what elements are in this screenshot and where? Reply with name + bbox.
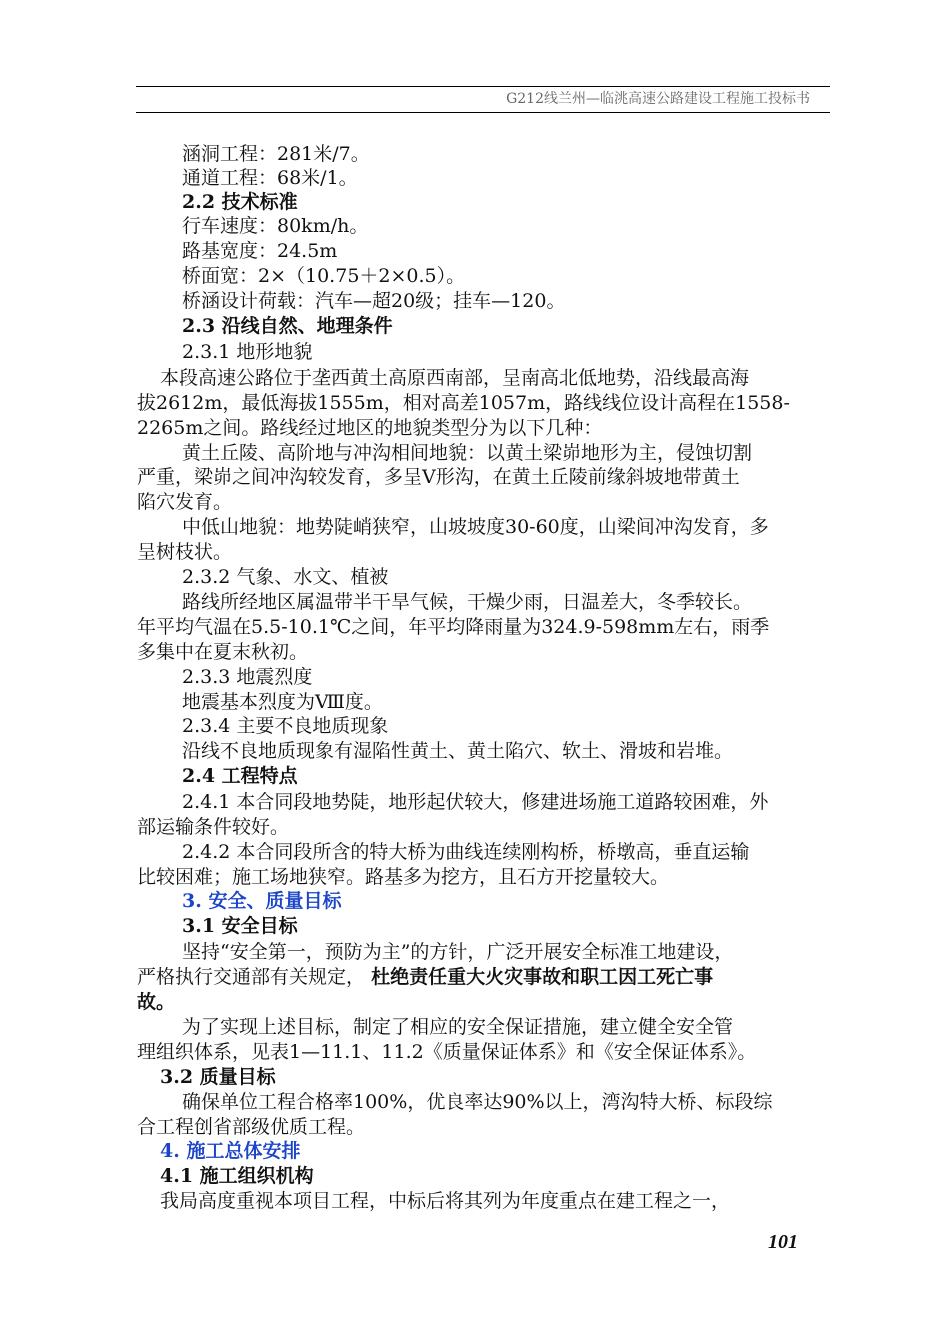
body-line: 部运输条件较好。 xyxy=(137,816,290,838)
subsection-heading: 2.3.2 气象、水文、植被 xyxy=(182,566,389,588)
emphasis-text: 故。 xyxy=(137,991,176,1013)
body-line: 为了实现上述目标，制定了相应的安全保证措施，建立健全安全管 xyxy=(182,1016,734,1038)
body-line: 中低山地貌：地势陡峭狭窄，山坡坡度30-60度，山梁间冲沟发育，多 xyxy=(182,516,769,538)
emphasis-text: 杜绝责任重大火灾事故和职工因工死亡事 xyxy=(371,966,714,988)
body-line: 年平均气温在5.5-10.1℃之间，年平均降雨量为324.9-598mm左右，雨季 xyxy=(137,616,770,638)
body-line: 桥涵设计荷载：汽车—超20级；挂车—120。 xyxy=(182,290,566,312)
body-line: 拔2612m，最低海拔1555m，相对高差1057m，路线线位设计高程在1558- xyxy=(137,392,790,414)
body-line: 陷穴发育。 xyxy=(137,491,233,513)
section-heading: 3.2 质量目标 xyxy=(160,1066,276,1088)
running-header: G212线兰州—临洮高速公路建设工程施工投标书 xyxy=(506,91,810,107)
subsection-heading: 2.3.4 主要不良地质现象 xyxy=(182,715,389,737)
body-line: 黄土丘陵、高阶地与冲沟相间地貌：以黄土梁峁地形为主，侵蚀切割 xyxy=(182,442,753,464)
section-heading: 3.1 安全目标 xyxy=(182,915,298,937)
body-line: 呈树枝状。 xyxy=(137,541,233,563)
body-line: 涵洞工程：281米/7。 xyxy=(182,143,370,165)
body-line: 合工程创省部级优质工程。 xyxy=(137,1116,366,1138)
body-line: 本段高速公路位于垄西黄土高原西南部，呈南高北低地势，沿线最高海 xyxy=(160,367,750,389)
body-line-mixed xyxy=(137,965,713,989)
body-line: 确保单位工程合格率100%，优良率达90%以上，湾沟特大桥、标段综 xyxy=(182,1091,773,1113)
body-line: 我局高度重视本项目工程，中标后将其列为年度重点在建工程之一， xyxy=(160,1190,731,1212)
body-line: 严重，梁峁之间冲沟较发育，多呈V形沟，在黄土丘陵前缘斜坡地带黄土 xyxy=(137,466,740,488)
section-heading: 2.3 沿线自然、地理条件 xyxy=(182,315,393,337)
subsection-heading: 2.3.1 地形地貌 xyxy=(182,341,313,363)
header-rule-top xyxy=(136,86,830,87)
body-line: 理组织体系，见表1—11.1、11.2《质量保证体系》和《安全保证体系》。 xyxy=(137,1041,757,1063)
section-heading: 2.4 工程特点 xyxy=(182,765,298,787)
body-line: 沿线不良地质现象有湿陷性黄土、黄土陷穴、软土、滑坡和岩堆。 xyxy=(182,740,734,762)
body-line: 通道工程：68米/1。 xyxy=(182,167,358,189)
body-line: 桥面宽：2×（10.75＋2×0.5）。 xyxy=(182,265,466,287)
body-line: 路基宽度：24.5m xyxy=(182,240,338,262)
chapter-heading: 3. 安全、质量目标 xyxy=(182,890,342,912)
body-text: 严格执行交通部有关规定， xyxy=(137,966,366,988)
section-heading: 4.1 施工组织机构 xyxy=(160,1165,314,1187)
body-line: 2.4.1 本合同段地势陡，地形起伏较大，修建进场施工道路较困难，外 xyxy=(182,791,769,813)
body-line: 2.4.2 本合同段所含的特大桥为曲线连续刚构桥，桥墩高，垂直运输 xyxy=(182,841,750,863)
body-line: 2265m之间。路线经过地区的地貌类型分为以下几种： xyxy=(137,417,603,439)
subsection-heading: 2.3.3 地震烈度 xyxy=(182,666,313,688)
page-number: 101 xyxy=(768,1231,798,1253)
body-line: 路线所经地区属温带半干旱气候，干燥少雨，日温差大，冬季较长。 xyxy=(182,591,753,613)
header-rule-bottom xyxy=(136,112,830,113)
body-line: 多集中在夏末秋初。 xyxy=(137,641,309,663)
body-line: 坚持“安全第一，预防为主”的方针，广泛开展安全标准工地建设， xyxy=(182,941,734,963)
body-line: 比较困难；施工场地狭窄。路基多为挖方，且石方开挖量较大。 xyxy=(137,866,670,888)
chapter-heading: 4. 施工总体安排 xyxy=(160,1140,301,1162)
body-line: 地震基本烈度为Ⅷ度。 xyxy=(182,691,383,713)
section-heading: 2.2 技术标准 xyxy=(182,191,298,213)
body-line: 行车速度：80km/h。 xyxy=(182,215,369,237)
